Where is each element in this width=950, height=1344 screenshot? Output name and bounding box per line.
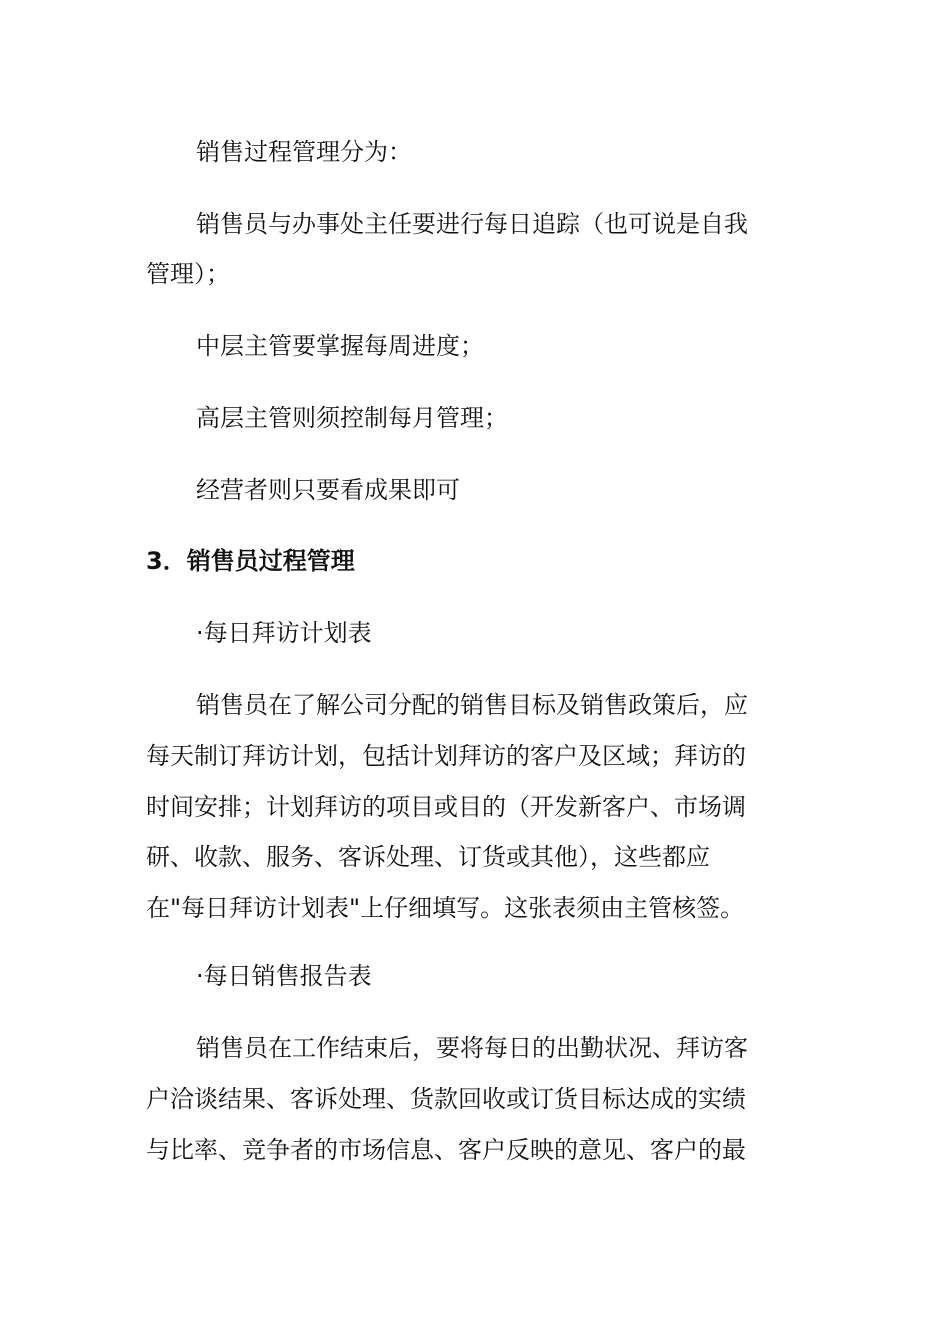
item1-title: ·每日拜访计划表 — [196, 619, 372, 647]
level-weekly: 中层主管要掌握每周进度； — [196, 332, 484, 360]
item2-title: ·每日销售报告表 — [196, 962, 372, 990]
intro-paragraph: 销售过程管理分为： — [196, 138, 412, 166]
item1-body-line-4: 研、收款、服务、客诉处理、订货或其他），这些都应 — [146, 843, 710, 871]
level-daily-line-1: 销售员与办事处主任要进行每日追踪（也可说是自我 — [196, 210, 748, 238]
item2-body-line-2: 户洽谈结果、客诉处理、货款回收或订货目标达成的实绩 — [146, 1085, 746, 1113]
level-monthly: 高层主管则须控制每月管理； — [196, 404, 508, 432]
item1-body-line-5: 在"每日拜访计划表"上仔细填写。这张表须由主管核签。 — [146, 894, 745, 922]
section-heading: 3．销售员过程管理 — [146, 547, 355, 575]
item2-body-line-3: 与比率、竞争者的市场信息、客户反映的意见、客户的最 — [146, 1136, 746, 1164]
item2-body-line-1: 销售员在工作结束后，要将每日的出勤状况、拜访客 — [196, 1034, 748, 1062]
item1-body-line-3: 时间安排；计划拜访的项目或目的（开发新客户、市场调 — [146, 793, 746, 821]
item1-body-line-1: 销售员在了解公司分配的销售目标及销售政策后，应 — [196, 691, 748, 719]
level-daily-line-2: 管理）； — [146, 260, 230, 288]
level-owner: 经营者则只要看成果即可 — [196, 476, 460, 504]
item1-body-line-2: 每天制订拜访计划，包括计划拜访的客户及区域；拜访的 — [146, 742, 746, 770]
